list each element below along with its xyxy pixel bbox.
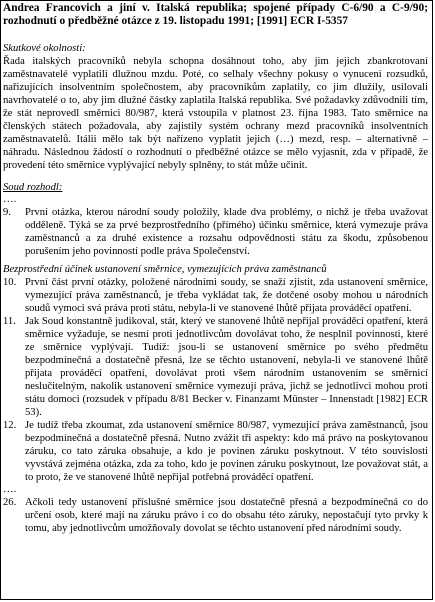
paragraph-9 bbox=[3, 206, 428, 258]
paragraph-text: První otázka, kterou národní soudy položily, klade dva problémy, o nichž je třeba uvažovat odděleně. Týká se za prvé bezprostředního (přímého) účinku směrnice, která vymezuje práva zaměstnanců a za druhé existence a rozsahu odpovědnosti státu za škodu, způsobenou porušením jeho povinností podle práva Společenství. bbox=[25, 207, 428, 257]
paragraph-number: 11. bbox=[3, 316, 16, 327]
paragraph-text: První část první otázky, položené národními soudy, se snaží zjistit, zda ustanovení směrnice, vymezující práva zaměstnanců, je třeba vykládat tak, že dotčené osoby mohou u národních soudů vymoci svá práva proti státu, nebyla-li ve stanovené lhůtě přijata prováděcí opatření. bbox=[25, 277, 428, 314]
paragraph-12 bbox=[3, 419, 428, 484]
ruling-heading: Soud rozhodl: bbox=[3, 182, 63, 193]
facts-heading: Skutkové okolnosti: bbox=[3, 43, 86, 54]
document-body bbox=[1, 1, 432, 535]
ellipsis: …. bbox=[3, 484, 17, 495]
paragraph-number: 26. bbox=[3, 497, 17, 508]
paragraph-text: Ačkoli tedy ustanovení příslušné směrnice jsou dostatečně přesná a bezpodmínečná co do určení osob, které mají na záruku právo i co do obsahu této záruky, nepostačují tyto prvky k tomu, aby jednotlivcům umožňovaly dovolat se těchto ustanovení před národními soudy. bbox=[25, 497, 428, 534]
paragraph-number: 10. bbox=[3, 277, 17, 288]
paragraph-number: 12. bbox=[3, 420, 17, 431]
paragraph-number: 9. bbox=[3, 207, 11, 218]
paragraph-text: Je tudíž třeba zkoumat, zda ustanovení směrnice 80/987, vymezující práva zaměstnanců, jsou bezpodmínečná a dostatečně přesná. Nutno zvážit tři aspekty: kdo má právo na poskytovanou záruku, co tato záruka obsahuje, a kdo je povinen záruku poskytnout. V této souvislosti vyvstává zejména otázka, zda za toho, kdo je povinen záruku poskytnout, lze považovat stát, a to proto, že ve stanovené lhůtě nepřijal potřebná prováděcí opatření. bbox=[25, 420, 428, 483]
paragraph-text: Jak Soud konstantně judikoval, stát, který ve stanovené lhůtě nepřijal prováděcí opatření, která směrnice vyžaduje, se nesmí proti jednotlivcům dovolávat toho, že nesplnil povinnosti, které ze směrnice vyplývají. Tudíž: jsou-li se ustanovení směrnice po svého předmětu bezpodmínečná a dostatečně přesná, lze se těchto ustanovení, nebyla-li ve stanovené lhůtě přijata prováděcí opatření, dovolávat proti všem národním ustanovením se směrnicí neslučitelným, nakolik ustanovení směrnice vymezují práva, jichž se jednotlivci mohou proti státu domoci (rozsudek v případu 8/81 Becker v. Finanzamt Münster – Innenstadt [1982] ECR 53). bbox=[25, 316, 428, 418]
direct-effect-subheading: Bezprostřední účinek ustanovení směrnice, vymezujících práva zaměstnanců bbox=[3, 264, 327, 275]
spacer bbox=[3, 172, 428, 181]
facts-paragraph: Řada italských pracovníků nebyla schopna dosáhnout toho, aby jim jejich zbankrotovaní zaměstnavatelé vyplatili dlužnou mzdu. Poté, co selhaly všechny pokusy o vynucení rozsudků, nařizujících insolventním společnostem, aby pracovníkům zaplatily, co jim dlužily, usilovali navrhovatelé o to, aby jim dlužné částky zaplatila Italská republika. Své požadavky zdůvodnili tím, že stát neprovedl směrnici 80/987, která vstoupila v platnost 23. října 1983. Tato směrnice na členských státech požadovala, aby zajistily systém ochrany mezd pracovníků insolventních zaměstnavatelů. Itálii mělo tak být nařízeno vyplatit jejich (…) mezd, resp. – alternativně – náhradu. Následnou žádostí o rozhodnutí o předběžné otázce se mělo vyjasnit, zda v případě, že provedení této směrnice vyplývající nebyly splněny, to stát může učinit. bbox=[3, 56, 428, 171]
paragraph-11 bbox=[3, 315, 428, 419]
ellipsis: …. bbox=[3, 194, 17, 205]
paragraph-26 bbox=[3, 496, 428, 535]
case-title: Andrea Francovich a jiní v. Italská republika; spojené případy C-6/90 a C-9/90; rozhodnutí o předběžné otázce z 19. listopadu 1991; [1991] ECR I-5357 bbox=[3, 2, 428, 27]
paragraph-10 bbox=[3, 276, 428, 315]
